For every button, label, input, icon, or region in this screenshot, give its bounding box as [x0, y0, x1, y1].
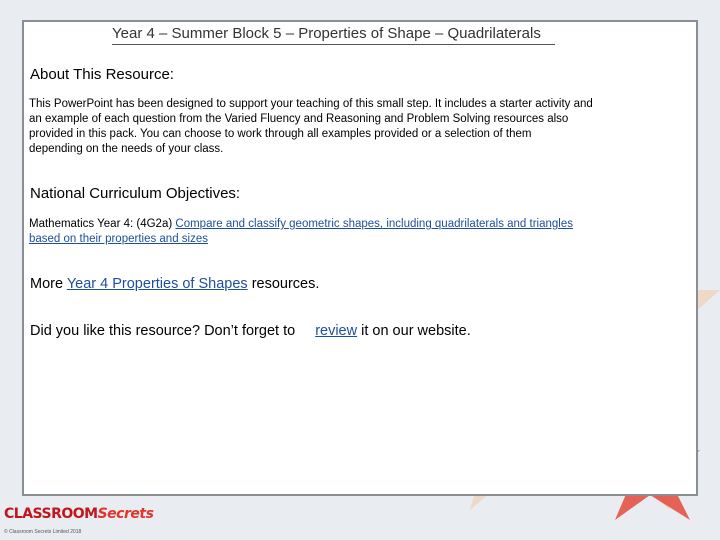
review-link[interactable]: review — [315, 323, 358, 339]
curriculum-objective-link-cont[interactable]: based on their properties and sizes — [29, 233, 208, 245]
more-prefix: More — [30, 276, 64, 292]
curriculum-text — [29, 217, 689, 247]
copyright-text: © Classroom Secrets Limited 2018 — [4, 529, 82, 535]
curriculum-objective-link[interactable]: Compare and classify geometric shapes, including quadrilaterals and triangles — [175, 218, 573, 230]
more-resources-line — [30, 276, 319, 292]
classroom-secrets-logo — [4, 506, 153, 522]
content-card — [22, 20, 698, 496]
about-line: depending on the needs of your class. — [29, 143, 224, 155]
more-suffix: resources. — [251, 276, 320, 292]
review-line — [30, 323, 471, 339]
curriculum-heading: National Curriculum Objectives: — [30, 185, 241, 202]
about-line: provided in this pack. You can choose to work through all examples provided or a selection of them — [29, 128, 532, 140]
about-line: This PowerPoint has been designed to support your teaching of this small step. It includes a starter activity and — [29, 98, 593, 110]
review-suffix: it on our website. — [361, 323, 471, 339]
curriculum-prefix: Mathematics Year 4: (4G2a) — [29, 218, 173, 230]
logo-accent-text: Secrets — [97, 506, 154, 522]
logo-main-text: CLASSROOM — [4, 506, 98, 522]
about-text — [29, 97, 679, 157]
about-line: an example of each question from the Varied Fluency and Reasoning and Problem Solving resources also — [29, 113, 569, 125]
page-title: Year 4 – Summer Block 5 – Properties of Shape – Quadrilaterals — [112, 24, 555, 45]
about-heading: About This Resource: — [30, 66, 174, 83]
review-prefix: Did you like this resource? Don’t forget to — [30, 323, 296, 339]
properties-of-shapes-link[interactable]: Year 4 Properties of Shapes — [66, 276, 248, 292]
